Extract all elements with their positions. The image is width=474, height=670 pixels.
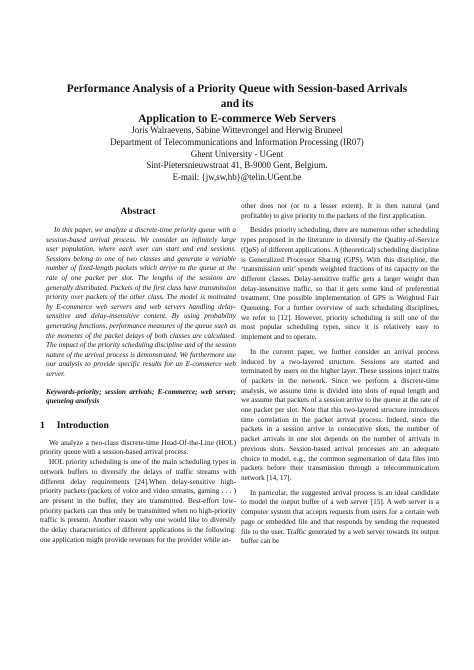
section-heading-introduction <box>40 420 236 432</box>
intro-paragraph-4: In the current paper, we further consider an arrival process induced by a two-layered structure. Sessions are started and terminated by users on the higher layer. These sessions inject trains of packets in the network. Since we perform a discrete-time analysis, we assume time is divided into slots of equal length and we assume that packets of a session arrive to the queue at the rate of one packet per slot. Note that this two-layered structure introduces time correlation in the packet arrival process. Indeed, since the packets in a session arrive in consecutive slots, the number of packet arrivals in one slot depends on the number of arrivals in previous slots. Session-based arrival processes are an adequate choice to model, e.g., the common segmentation of data files into packets before their transmission through a telecommunication network [14, 17]. <box>241 347 439 482</box>
abstract-heading: Abstract <box>120 207 156 217</box>
author-email: E-mail: {jw,sw,hb}@telin.UGent.be <box>172 172 302 183</box>
right-column <box>241 202 439 547</box>
intro-paragraph-2: HOL priority scheduling is one of the main scheduling types in network buffers to diversify the delays of traffic streams with different delay requirements [24].When delay-sensitive high-priority packets (packets of voice and video streams, gaming . . . ) are present in the buffer, they are transmitted. Best-effort low-priority packets can thus only be transmitted when no high-priority traffic is present. Another reason why one would like to diversify the delay characteristics of different applications is the following: one application might provide revenues for the provider while an- <box>40 458 236 544</box>
title-line-2: Application to E-commerce Web Servers <box>138 113 336 125</box>
left-column <box>40 206 236 545</box>
intro-paragraph-5: In particular, the suggested arrival process is an ideal candidate to model the output buffer of a web server [15]. A web server is a computer system that accepts requests from users for a certain web page or embedded file and that responds by sending the requested file to the user. Traffic generated by a web server towards its output buffer can be <box>241 488 439 546</box>
paper-title <box>60 82 414 127</box>
keywords: Keywords-priority; session arrivals; E-commerce; web server; queueing analysis <box>46 387 236 406</box>
author-block <box>60 125 414 184</box>
title-line-1: Performance Analysis of a Priority Queue with Session-based Arrivals and its <box>66 83 408 110</box>
abstract-text: In this paper, we analyze a discrete-time priority queue with a session-based arrival process. We consider an infinitely large user population, where each user can start and end sessions. Sessions belong to one of two classes and generate a variable number of fixed-length packets which arrive to the queue at the rate of one packet per slot. The lengths of the sessions are generally distributed. Packets of the first class have transmission priority over packets of the other class. The model is motivated by E-commerce web servers and web servers handling delay-sensitive and delay-insensitive content. By using probability generating functions, performance measures of the queue such as the moments of the packet delays of both classes are calculated. The impact of the priority scheduling discipline and of the session nature of the arrival process is demonstrated. We furthermore use our analysis to provide specific results for an E-commerce web server. <box>46 226 236 378</box>
author-university: Ghent University - UGent <box>190 148 284 159</box>
intro-paragraph-3: Besides priority scheduling, there are numerous other scheduling types proposed in the literature to diversify the Quality-of-Service (QoS) of different applications. A (theoretical) scheduling discipline is Generalized Processor Sharing (GPS). With this discipline, the ‘transmission unit’ spends weighted fractions of its capacity on the different classes. Delay-sensitive traffic gets a larger weight than delay-insensitive traffic, so that it gets some kind of preferential treatment. One possible implementation of GPS is Weighted Fair Queueing. For a further overview of such scheduling disciplines, we refer to [12]. However, priority scheduling is still one of the most popular scheduling types, since it is relatively easy to implement and to operate. <box>241 226 439 342</box>
section-number: 1 <box>40 419 45 431</box>
intro-paragraph-2-continued: other does not (or to a lesser extent). It is then natural (and profitable) to give priority to the packets of the first application. <box>241 202 439 220</box>
author-address: Sint-Pietersnieuwstraat 41, B-9000 Gent, Belgium. <box>146 160 328 171</box>
author-names: Joris Walraevens, Sabine Wittevrongel and Herwig Bruneel <box>131 125 343 135</box>
intro-paragraph-1: We analyze a two-class discrete-time Head-Of-the-Line (HOL) priority queue with a session-based arrival process. <box>40 438 236 457</box>
section-title: Introduction <box>56 419 109 431</box>
author-department: Department of Telecommunications and Information Processing (IR07) <box>110 136 364 147</box>
